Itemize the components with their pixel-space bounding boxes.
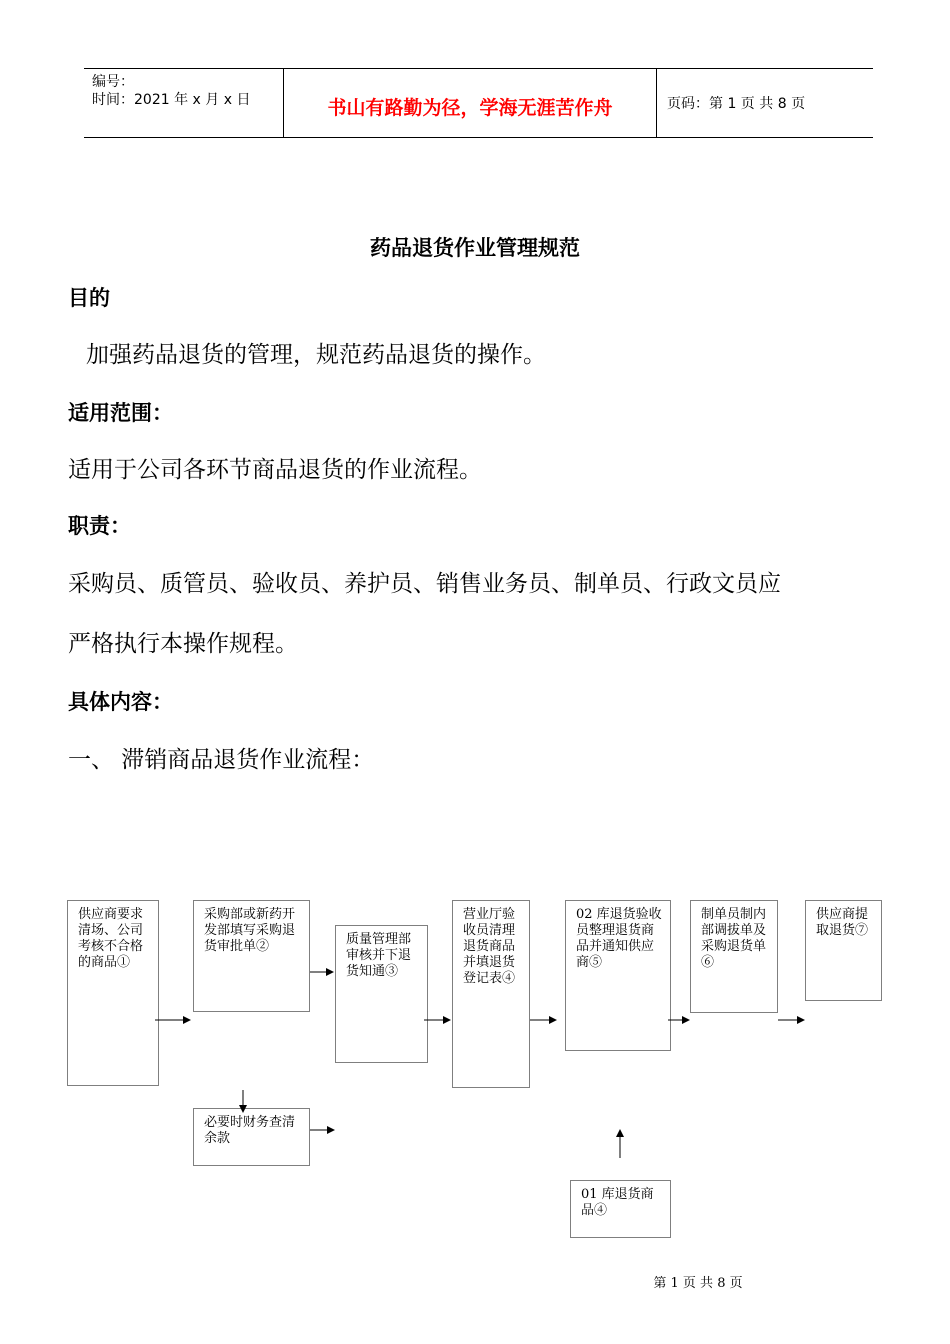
scope-text: 适用于公司各环节商品退货的作业流程。 (68, 457, 482, 483)
doc-number-label: 编号： (92, 74, 134, 90)
flow-step-5b-text: 01 库退货商品④ (581, 1187, 654, 1218)
flow-step-2b-text: 必要时财务查清余款 (204, 1115, 296, 1146)
flow-step-7-text: 供应商提取退货⑦ (816, 907, 869, 938)
duty-text-line1: 采购员、质管员、验收员、养护员、销售业务员、制单员、行政文员应 (68, 571, 781, 597)
purpose-text: 加强药品退货的管理，规范药品退货的操作。 (86, 342, 546, 368)
flow-step-3-text: 质量管理部审核并下退货知通③ (346, 932, 412, 979)
doc-time-label: 时间：2021 年 x 月 x 日 (92, 92, 251, 108)
duty-text-line2: 严格执行本操作规程。 (68, 631, 298, 657)
flow-step-1-text: 供应商要求清场、公司考核不合格的商品① (78, 907, 144, 970)
flow-step-5-text: 02 库退货验收员整理退货商品并通知供应商⑤ (576, 907, 662, 970)
document-title: 药品退货作业管理规范 (370, 236, 580, 260)
duty-heading: 职责： (68, 514, 131, 538)
purpose-heading: 目的 (68, 286, 110, 310)
header-motto: 书山有路勤为径，学海无涯苦作舟 (327, 97, 613, 119)
flow-step-6-text: 制单员制内部调拔单及采购退货单⑥ (701, 907, 767, 970)
content-heading: 具体内容： (68, 690, 173, 714)
flow-step-2-text: 采购部或新药开发部填写采购退货审批单② (204, 907, 296, 954)
flow-step-4-text: 营业厅验收员清理退货商品并填退货登记表④ (463, 907, 516, 986)
section-1-heading: 一、 滞销商品退货作业流程： (68, 747, 375, 773)
scope-heading: 适用范围： (68, 401, 173, 425)
header-page-label: 页码：第 1 页 共 8 页 (667, 96, 806, 112)
page-footer: 第 1 页 共 8 页 (653, 1276, 743, 1291)
